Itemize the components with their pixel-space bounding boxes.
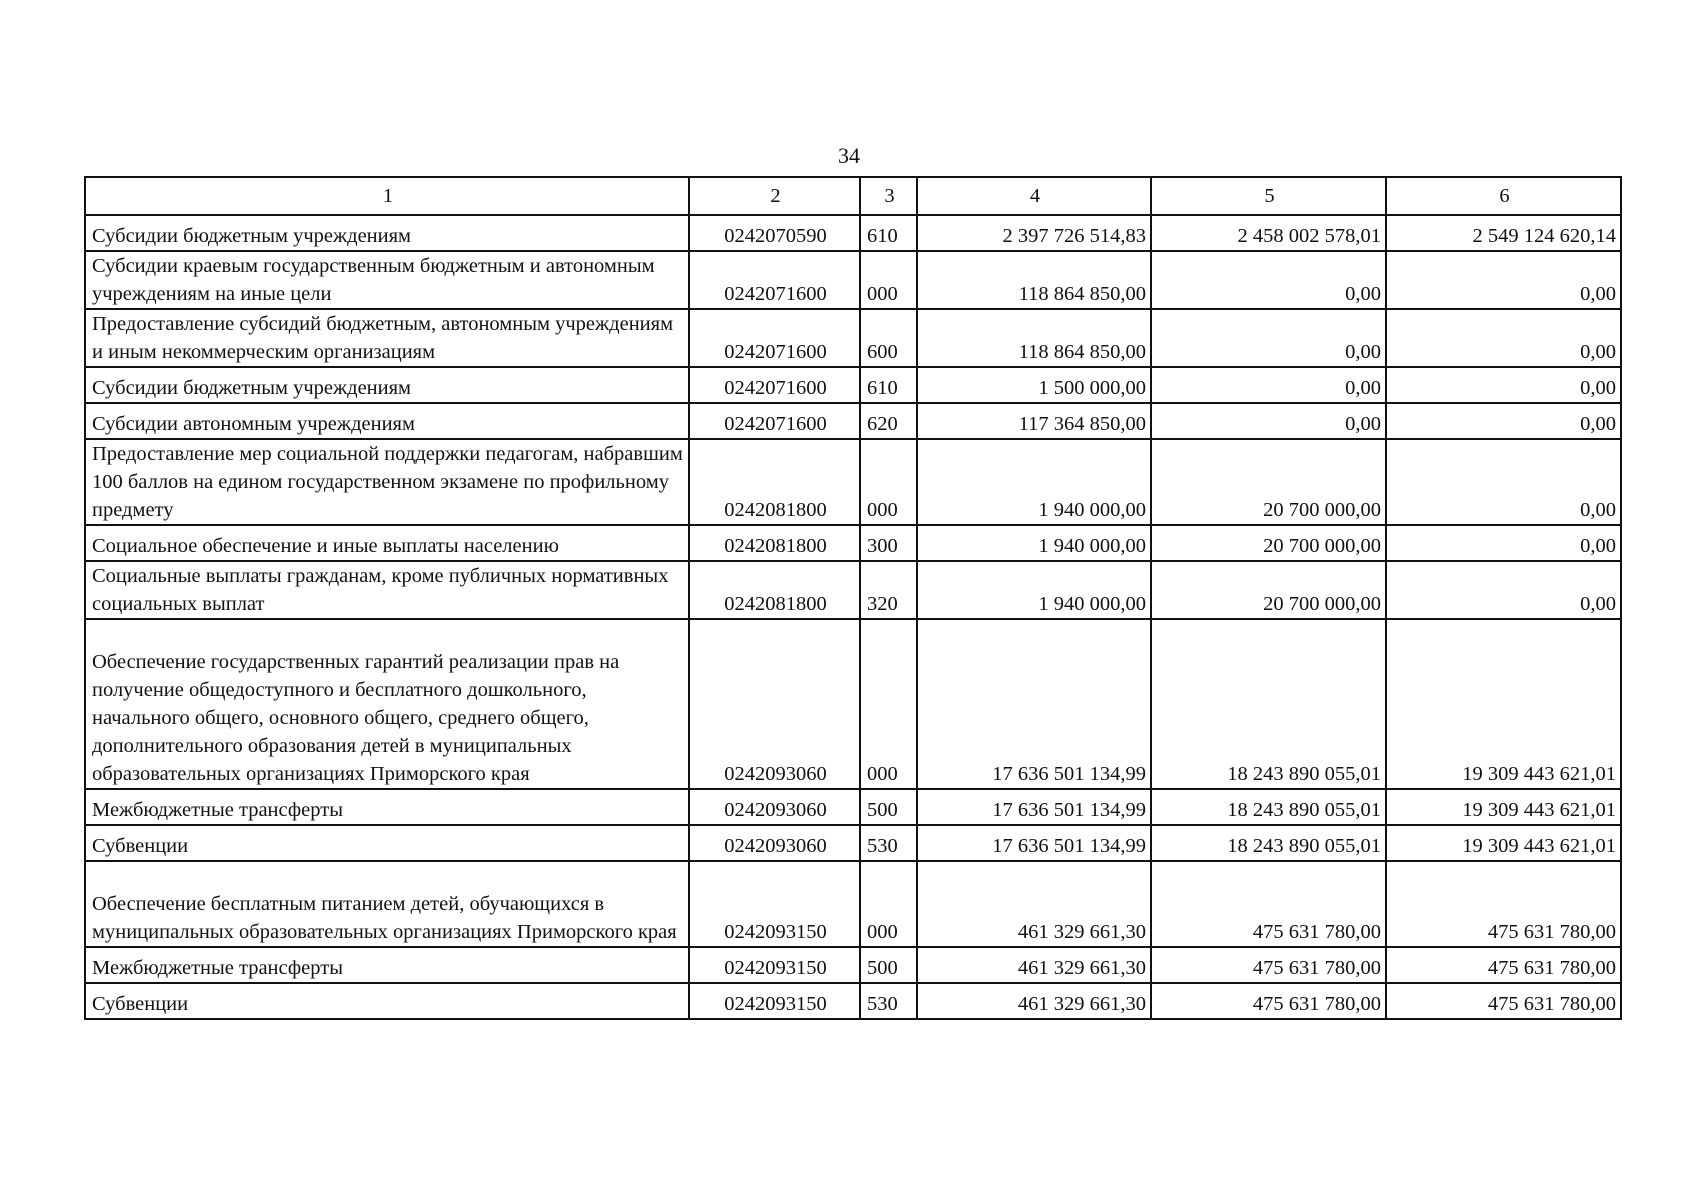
row-amount-year1: 17 636 501 134,99 [917, 619, 1151, 789]
row-code: 0242071600 [689, 309, 860, 367]
row-amount-year3: 0,00 [1386, 403, 1621, 439]
row-amount-year3: 0,00 [1386, 309, 1621, 367]
row-amount-year2: 20 700 000,00 [1151, 525, 1386, 561]
table-row [85, 861, 1621, 947]
row-amount-year2: 0,00 [1151, 367, 1386, 403]
row-code: 0242070590 [689, 215, 860, 251]
row-amount-year1: 2 397 726 514,83 [917, 215, 1151, 251]
row-expense-type: 530 [860, 983, 917, 1019]
row-amount-year1: 461 329 661,30 [917, 947, 1151, 983]
row-code: 0242093150 [689, 983, 860, 1019]
row-amount-year3: 0,00 [1386, 367, 1621, 403]
row-code: 0242093060 [689, 789, 860, 825]
column-header: 6 [1386, 177, 1621, 215]
row-amount-year1: 1 940 000,00 [917, 525, 1151, 561]
row-amount-year2: 0,00 [1151, 403, 1386, 439]
row-code: 0242071600 [689, 403, 860, 439]
table-row [85, 439, 1621, 525]
row-expense-type: 610 [860, 215, 917, 251]
table-row [85, 983, 1621, 1019]
row-code: 0242071600 [689, 367, 860, 403]
row-name: Обеспечение бесплатным питанием детей, обучающихся в муниципальных образовательных организациях Приморского края [85, 861, 689, 947]
row-code: 0242081800 [689, 439, 860, 525]
row-amount-year3: 0,00 [1386, 561, 1621, 619]
row-amount-year2: 475 631 780,00 [1151, 861, 1386, 947]
row-amount-year1: 461 329 661,30 [917, 861, 1151, 947]
table-row [85, 309, 1621, 367]
row-amount-year3: 19 309 443 621,01 [1386, 619, 1621, 789]
row-expense-type: 500 [860, 947, 917, 983]
row-amount-year3: 475 631 780,00 [1386, 861, 1621, 947]
table-row [85, 825, 1621, 861]
row-expense-type: 320 [860, 561, 917, 619]
row-expense-type: 300 [860, 525, 917, 561]
table-row [85, 525, 1621, 561]
table-row [85, 947, 1621, 983]
row-amount-year2: 0,00 [1151, 309, 1386, 367]
row-code: 0242071600 [689, 251, 860, 309]
row-name: Социальное обеспечение и иные выплаты населению [85, 525, 689, 561]
row-expense-type: 530 [860, 825, 917, 861]
row-expense-type: 000 [860, 861, 917, 947]
row-amount-year1: 17 636 501 134,99 [917, 789, 1151, 825]
table-row [85, 619, 1621, 789]
row-expense-type: 500 [860, 789, 917, 825]
row-name: Предоставление мер социальной поддержки педагогам, набравшим 100 баллов на едином государственном экзамене по профильному предмету [85, 439, 689, 525]
row-amount-year1: 117 364 850,00 [917, 403, 1151, 439]
row-amount-year1: 1 500 000,00 [917, 367, 1151, 403]
row-name: Межбюджетные трансферты [85, 947, 689, 983]
row-amount-year3: 0,00 [1386, 251, 1621, 309]
table-row [85, 215, 1621, 251]
column-header: 2 [689, 177, 860, 215]
table-row [85, 561, 1621, 619]
row-amount-year1: 1 940 000,00 [917, 439, 1151, 525]
row-name: Социальные выплаты гражданам, кроме публичных нормативных социальных выплат [85, 561, 689, 619]
row-code: 0242081800 [689, 525, 860, 561]
row-code: 0242081800 [689, 561, 860, 619]
row-name: Межбюджетные трансферты [85, 789, 689, 825]
row-amount-year2: 20 700 000,00 [1151, 561, 1386, 619]
row-amount-year3: 19 309 443 621,01 [1386, 789, 1621, 825]
table-row [85, 789, 1621, 825]
row-amount-year2: 18 243 890 055,01 [1151, 789, 1386, 825]
row-amount-year2: 475 631 780,00 [1151, 947, 1386, 983]
page-number: 34 [838, 143, 860, 168]
table-row [85, 403, 1621, 439]
row-amount-year3: 475 631 780,00 [1386, 947, 1621, 983]
row-amount-year1: 461 329 661,30 [917, 983, 1151, 1019]
row-expense-type: 000 [860, 439, 917, 525]
row-name: Субсидии краевым государственным бюджетным и автономным учреждениям на иные цели [85, 251, 689, 309]
row-amount-year2: 2 458 002 578,01 [1151, 215, 1386, 251]
row-code: 0242093150 [689, 861, 860, 947]
row-expense-type: 000 [860, 619, 917, 789]
row-amount-year2: 0,00 [1151, 251, 1386, 309]
table-row [85, 367, 1621, 403]
row-name: Субсидии автономным учреждениям [85, 403, 689, 439]
column-header: 5 [1151, 177, 1386, 215]
row-amount-year3: 2 549 124 620,14 [1386, 215, 1621, 251]
row-amount-year2: 18 243 890 055,01 [1151, 825, 1386, 861]
row-name: Субсидии бюджетным учреждениям [85, 215, 689, 251]
budget-table [84, 176, 1622, 1020]
row-expense-type: 000 [860, 251, 917, 309]
row-amount-year1: 118 864 850,00 [917, 251, 1151, 309]
column-header: 4 [917, 177, 1151, 215]
row-name: Субвенции [85, 825, 689, 861]
table-header-row [85, 177, 1621, 215]
row-amount-year2: 475 631 780,00 [1151, 983, 1386, 1019]
row-amount-year1: 118 864 850,00 [917, 309, 1151, 367]
row-code: 0242093060 [689, 825, 860, 861]
row-code: 0242093150 [689, 947, 860, 983]
column-header: 3 [860, 177, 917, 215]
row-expense-type: 620 [860, 403, 917, 439]
row-name: Субвенции [85, 983, 689, 1019]
row-amount-year2: 20 700 000,00 [1151, 439, 1386, 525]
row-amount-year1: 17 636 501 134,99 [917, 825, 1151, 861]
row-name: Субсидии бюджетным учреждениям [85, 367, 689, 403]
row-amount-year3: 0,00 [1386, 525, 1621, 561]
row-expense-type: 610 [860, 367, 917, 403]
table-row [85, 251, 1621, 309]
row-amount-year3: 475 631 780,00 [1386, 983, 1621, 1019]
row-name: Обеспечение государственных гарантий реализации прав на получение общедоступного и бесплатного дошкольного, начального общего, основного общего, среднего общего, дополнительного образования детей в муниципальных образовательных организациях Приморского края [85, 619, 689, 789]
row-code: 0242093060 [689, 619, 860, 789]
row-amount-year3: 0,00 [1386, 439, 1621, 525]
row-expense-type: 600 [860, 309, 917, 367]
row-name: Предоставление субсидий бюджетным, автономным учреждениям и иным некоммерческим организациям [85, 309, 689, 367]
row-amount-year1: 1 940 000,00 [917, 561, 1151, 619]
row-amount-year2: 18 243 890 055,01 [1151, 619, 1386, 789]
column-header: 1 [85, 177, 689, 215]
row-amount-year3: 19 309 443 621,01 [1386, 825, 1621, 861]
